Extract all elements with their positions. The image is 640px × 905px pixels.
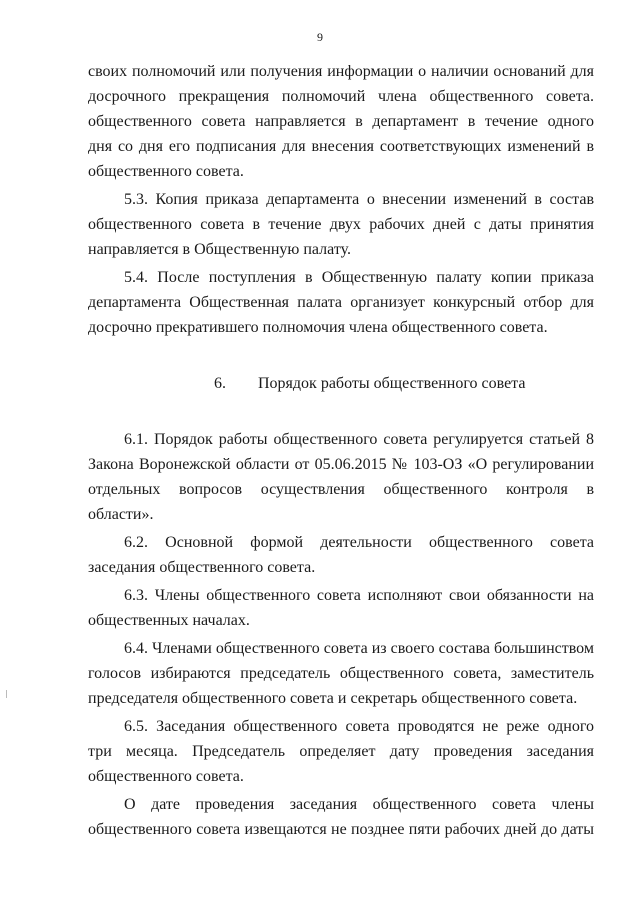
paragraph-5-3: 5.3. Копия приказа департамента о внесении изменений в состав [124,191,594,208]
scan-mark [6,690,7,698]
text-line: заседания общественного совета. [88,559,316,576]
page-number: 9 [317,30,323,44]
text-line: области». [88,506,154,523]
paragraph-6-2: 6.2. Основной формой деятельности общественного совета [124,534,594,551]
text-line: досрочного прекращения полномочий члена общественного совета. [88,88,594,105]
paragraph-6-3: 6.3. Члены общественного совета исполняют свои обязанности на [124,587,594,604]
text-line: голосов избираются председатель общественного совета, заместитель [88,665,594,682]
text-line: досрочно прекратившего полномочия члена общественного совета. [88,319,548,336]
paragraph-6-5: 6.5. Заседания общественного совета проводятся не реже одного [124,718,594,735]
paragraph-meeting-date: О дате проведения заседания общественного совета члены [124,796,594,813]
paragraph-6-4: 6.4. Членами общественного совета из своего состава большинством [124,640,594,657]
text-line: общественного совета направляется в департамент в течение одного [88,113,594,130]
text-line: своих полномочий или получения информации о наличии оснований для [88,63,594,80]
text-line: Закона Воронежской области от 05.06.2015 № 103-ОЗ «О регулировании [88,456,594,473]
paragraph-5-4: 5.4. После поступления в Общественную палату копии приказа [124,269,594,286]
paragraph-6-1: 6.1. Порядок работы общественного совета регулируется статьей 8 [124,431,594,448]
section-heading: 6. Порядок работы общественного совета [214,375,526,392]
text-line: отдельных вопросов осуществления общественного контроля в [88,481,594,498]
text-line: председателя общественного совета и секретарь общественного совета. [88,690,578,707]
text-line: департамента Общественная палата организует конкурсный отбор для [88,294,594,311]
text-line: три месяца. Председатель определяет дату проведения заседания [88,743,594,760]
text-line: общественного совета извещаются не позднее пяти рабочих дней до даты [88,821,594,838]
text-line: общественного совета в течение двух рабочих дней с даты принятия [88,216,594,233]
text-line: общественного совета. [88,768,244,785]
text-line: общественных началах. [88,612,250,629]
text-line: общественного совета. [88,163,244,180]
text-line: дня со дня его подписания для внесения соответствующих изменений в [88,138,594,155]
text-line: направляется в Общественную палату. [88,241,352,258]
